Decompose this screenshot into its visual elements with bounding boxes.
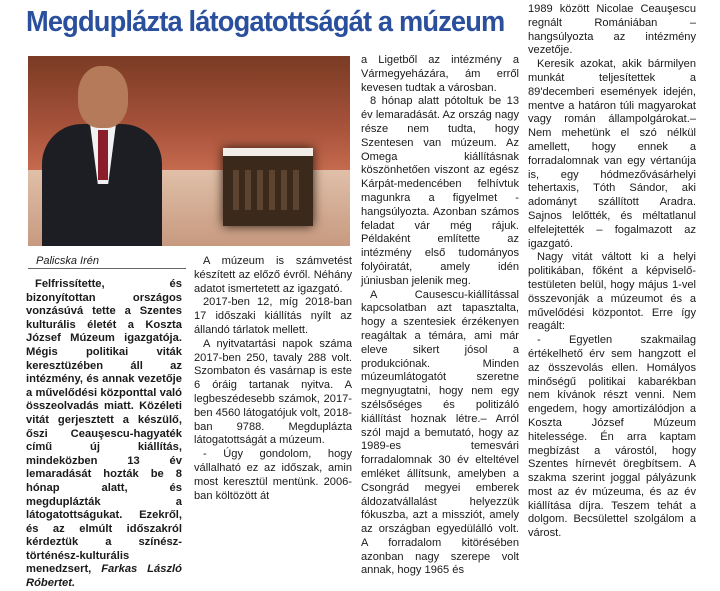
paragraph: Nagy vitát váltott ki a helyi politikában, főként a képviselő-testületen belül, hogy május 1-vel összevonják a múzeumot és a művelődési központot. Erre így reagált:	[528, 251, 696, 333]
paragraph: A Causescu-kiállítással kapcsolatban azt tapasztalta, hogy a szentesiek érzékenyen reagáltak a témára, ami már eleve sikert jósol a produkciónak. Minden múzeumlátogatót szeretne megnyugtatni, hogy nem egy szélsőséges és politizáló kiállítást hoznak létre.– Arról szól majd a bemutató, hogy az 1989-es temesvári forradalomnak 30 év elteltével emléket állítsunk, amelyben a Csongrád megyei emberek áldozatvállalást helyezzük fókuszba, azt a missziót, amely az országban egyedülálló volt. A forradalom kitörésében azonban nagy szerepe volt annak, hogy 1965 és	[361, 288, 519, 577]
caption-divider	[28, 268, 186, 269]
lead-column	[26, 278, 182, 591]
paragraph: A nyitvatartási napok száma 2017-ben 250, tavaly 288 volt. Szombaton és vasárnap is este 6 óráig tartanak nyitva. A legbeszédesebb számok, 2017-ben 4560 látogatójuk volt, 2018-ban 9788. Megduplázta látogatottságát a múzeum.	[194, 337, 352, 447]
article-column-4	[528, 3, 696, 541]
article-photo	[28, 56, 350, 246]
headline: Megduplázta látogatottságát a múzeum	[26, 6, 505, 38]
paragraph: a Ligetből az intézmény a Vármegyeházára, ám erről kevesen tudtak a városban.	[361, 54, 519, 94]
article-column-2	[194, 255, 352, 503]
lead-paragraph	[26, 278, 182, 591]
paragraph: 1989 között Nicolae Ceauşescu regnált Romániában – hangsúlyozta az intézmény vezetője.	[528, 3, 696, 57]
paragraph: - Egyetlen szakmailag értékelhető érv sem hangzott el az összevolás ellen. Homályos minőségű politikai kabarékban nem kívánok részt venni. Nem engedem, hogy amortizálódjon a Koszta József Múzeum hitelessége. Én arra kaptam megbízást a várostól, hogy Szentes hírnevét öregbítsem. A szakma szerint joggal pályázunk most az év múzeuma, és az év kiállítása díjra. Teszem tehát a dolgom. Becsülettel szolgálom a várost.	[528, 334, 696, 540]
photo-caption: Palicska Irén	[36, 255, 99, 267]
paragraph: A múzeum is számvetést készített az előző évről. Néhány adatot ismertetett az igazgató.	[194, 255, 352, 295]
paragraph: 8 hónap alatt pótoltuk be 13 év lemaradását. Az ország nagy része nem tudta, hogy Szentesen van múzeum. Az Omega kiállításnak köszönhetően viszont az egész Kárpát-medencében felhívtuk magunkra a figyelmet - hangsúlyozta. Azonban számos feladat vár még rájuk. Példaként említette az intézmény első tudományos folyóiratát, amely idén júniusban jelenik meg.	[361, 95, 519, 287]
head	[78, 66, 128, 128]
lead-text: Felfrissítette, és bizonyítottan országos vonzásúvá tette a Szentes kulturális életét a Koszta József Múzeum igazgatója. Mégis politikai viták keresztüzében áll az intézmény, és annak vezetője a művelődési központtal való összeolvadás miatt. Közéleti vitát gerjesztett a készülő, őszi Ceauşescu-hagyaték című új kiállítás, mindeközben 13 év lemaradását hozták be 8 hónap alatt, és megduplázták a látogatottságukat. Ezekről, és az elmúlt időszakról kérdeztük a színész-történész-kulturális menedzsert,	[26, 278, 182, 576]
paragraph: Keresik azokat, akik bármilyen munkát teljesítettek a 89'decemberi események idején, mentve a határon túli magyarokat vagy román állampolgárokat.– Nem mehetünk el szó nélkül amellett, hogy ennek a forradalomnak van egy vértanúja is, egy hódmezővásárhelyi tehertaxis, Tóth Sándor, aki adományt szállított Aradra. Sajnos lelőtték, és méltatlanul elfelejtették – fogalmazott az igazgató.	[528, 58, 696, 250]
portrait-person	[42, 66, 162, 246]
article-column-3	[361, 54, 519, 578]
paragraph: - Úgy gondolom, hogy vállalható ez az időszak, amin most keresztül mentünk. 2006-ban költözött át	[194, 448, 352, 502]
exhibit-object	[223, 148, 313, 226]
paragraph: 2017-ben 12, míg 2018-ban 17 időszaki kiállítás nyílt az állandó tárlatok mellett.	[194, 296, 352, 336]
tie	[98, 130, 108, 180]
author-signature: Farkas László Róbertet.	[26, 563, 182, 590]
